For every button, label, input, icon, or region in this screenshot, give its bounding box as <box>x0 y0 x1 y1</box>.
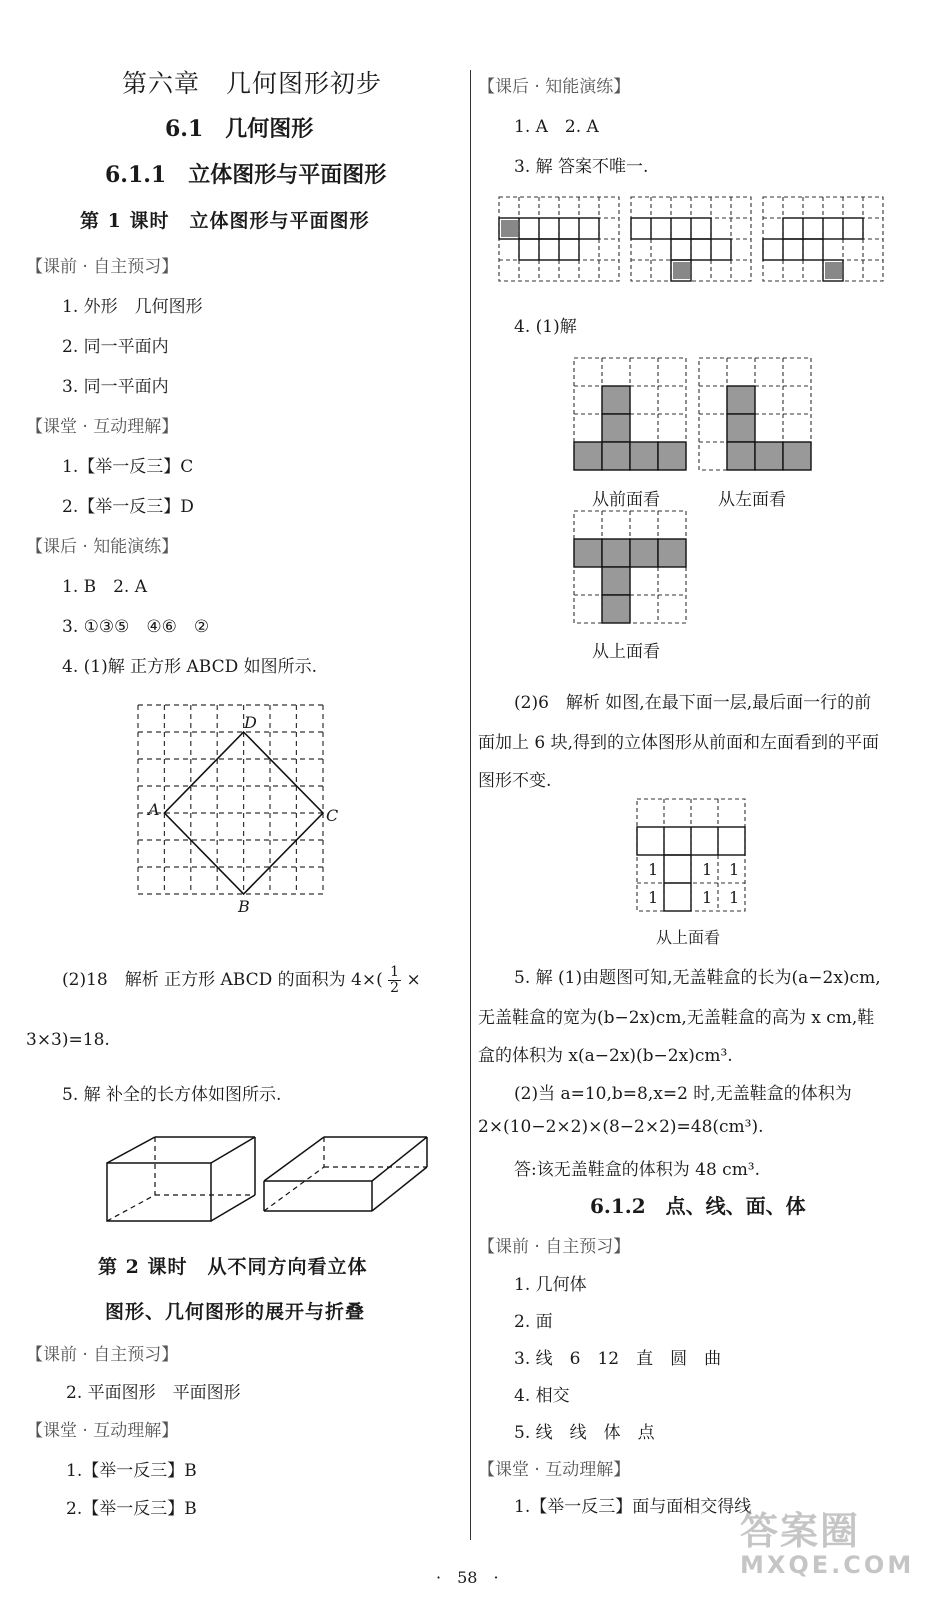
answer-line: 1. 几何体 <box>514 1275 587 1295</box>
left-view-grid <box>698 357 818 477</box>
tag-pre-study: 【课前 · 自主预习】 <box>26 257 179 277</box>
column-divider <box>470 70 471 1540</box>
tag-in-class: 【课堂 · 互动理解】 <box>26 417 179 437</box>
answer-line: 2. 面 <box>514 1312 553 1332</box>
square-abcd-figure <box>138 705 328 905</box>
tag-after-class: 【课后 · 知能演练】 <box>26 537 179 557</box>
fraction-one-half: $\frac{1}{2}$ <box>390 964 400 996</box>
answer-line: 5. 解 (1)由题图可知,无盖鞋盒的长为(a−2x)cm, <box>514 968 881 988</box>
block-count: 1 <box>729 888 740 907</box>
answer-line: 1. 外形 几何图形 <box>62 297 203 317</box>
answer-line: (2)6 解析 如图,在最下面一层,最后面一行的前 <box>514 693 872 713</box>
answer-line: 3. 线 6 12 直 圆 曲 <box>514 1349 722 1369</box>
vertex-label-b: B <box>238 897 250 916</box>
answer-line: 3×3)=18. <box>26 1030 110 1050</box>
answer-line: 2. 平面图形 平面图形 <box>66 1383 241 1403</box>
subsection-title-1: 6.1.1 立体图形与平面图形 <box>105 162 387 188</box>
answer-line: 1. A 2. A <box>514 117 599 137</box>
answer-line: 4. (1)解 <box>514 317 577 337</box>
chapter-title: 第六章 几何图形初步 <box>122 69 383 98</box>
answer-line: 1.【举一反三】B <box>66 1461 197 1481</box>
answer-line: 2.【举一反三】B <box>66 1499 197 1519</box>
lesson-2-title-line1: 第 2 课时 从不同方向看立体 <box>98 1256 368 1278</box>
vertex-label-d: D <box>244 713 257 732</box>
tag-pre-study-right: 【课前 · 自主预习】 <box>478 1237 631 1257</box>
answer-line: 3. 解 答案不唯一. <box>514 157 649 177</box>
tag-in-class-right: 【课堂 · 互动理解】 <box>478 1460 631 1480</box>
block-count: 1 <box>729 860 740 879</box>
page-number: · 58 · <box>436 1568 499 1587</box>
answer-line: 4. (1)解 正方形 ABCD 如图所示. <box>62 657 318 677</box>
lesson-1-title: 第 1 课时 立体图形与平面图形 <box>80 210 370 232</box>
front-view-label: 从前面看 <box>592 490 660 510</box>
section-title: 6.1 几何图形 <box>165 116 314 142</box>
answer-line: 无盖鞋盒的宽为(b−2x)cm,无盖鞋盒的高为 x cm,鞋 <box>478 1008 875 1028</box>
answer-line: 1.【举一反三】C <box>62 457 194 477</box>
answer-line: 答:该无盖鞋盒的体积为 48 cm³. <box>514 1160 761 1180</box>
tag-in-class-2: 【课堂 · 互动理解】 <box>26 1421 179 1441</box>
front-view-grid <box>573 357 693 477</box>
answer-line: 3. 同一平面内 <box>62 377 169 397</box>
cuboid-figure-1 <box>105 1135 265 1225</box>
left-view-label: 从左面看 <box>718 490 786 510</box>
answer-line: 3. ①③⑤ ④⑥ ② <box>62 617 210 637</box>
top-view-grid <box>573 510 693 630</box>
net-option-grid-2 <box>630 196 755 286</box>
net-option-grid-1 <box>498 196 623 286</box>
answer-line: 5. 解 补全的长方体如图所示. <box>62 1085 282 1105</box>
answer-line: 图形不变. <box>478 771 552 791</box>
answer-line: (2)当 a=10,b=8,x=2 时,无盖鞋盒的体积为 <box>514 1084 852 1104</box>
answer-line: 面加上 6 块,得到的立体图形从前面和左面看到的平面 <box>478 733 880 753</box>
block-count: 1 <box>648 888 659 907</box>
answer-line: 2×(10−2×2)×(8−2×2)=48(cm³). <box>478 1117 764 1137</box>
top-view-numbered-label: 从上面看 <box>656 928 721 947</box>
lesson-2-title-line2: 图形、几何图形的展开与折叠 <box>105 1301 366 1323</box>
answer-line: (2)18 解析 正方形 ABCD 的面积为 4×( $\frac{1}{2}$ × <box>62 964 421 996</box>
answer-line: 5. 线 线 体 点 <box>514 1423 655 1443</box>
tag-after-class-right: 【课后 · 知能演练】 <box>478 77 631 97</box>
answer-line: 盒的体积为 x(a−2x)(b−2x)cm³. <box>478 1046 733 1066</box>
answer-line: 1. B 2. A <box>62 577 148 597</box>
block-count: 1 <box>648 860 659 879</box>
tag-pre-study-2: 【课前 · 自主预习】 <box>26 1345 179 1365</box>
vertex-label-a: A <box>148 800 160 819</box>
answer-line: 4. 相交 <box>514 1386 570 1406</box>
cuboid-figure-2 <box>262 1135 432 1225</box>
net-option-grid-3 <box>762 196 887 286</box>
answer-line: 2. 同一平面内 <box>62 337 169 357</box>
answer-line: 2.【举一反三】D <box>62 497 194 517</box>
answer-line: 1.【举一反三】面与面相交得线 <box>514 1497 752 1517</box>
block-count: 1 <box>702 888 713 907</box>
vertex-label-c: C <box>326 806 339 825</box>
block-count: 1 <box>702 860 713 879</box>
subsection-title-2: 6.1.2 点、线、面、体 <box>590 1194 806 1218</box>
top-view-label: 从上面看 <box>592 642 660 662</box>
watermark: 答案圈 MXQE.COM <box>740 1509 915 1579</box>
